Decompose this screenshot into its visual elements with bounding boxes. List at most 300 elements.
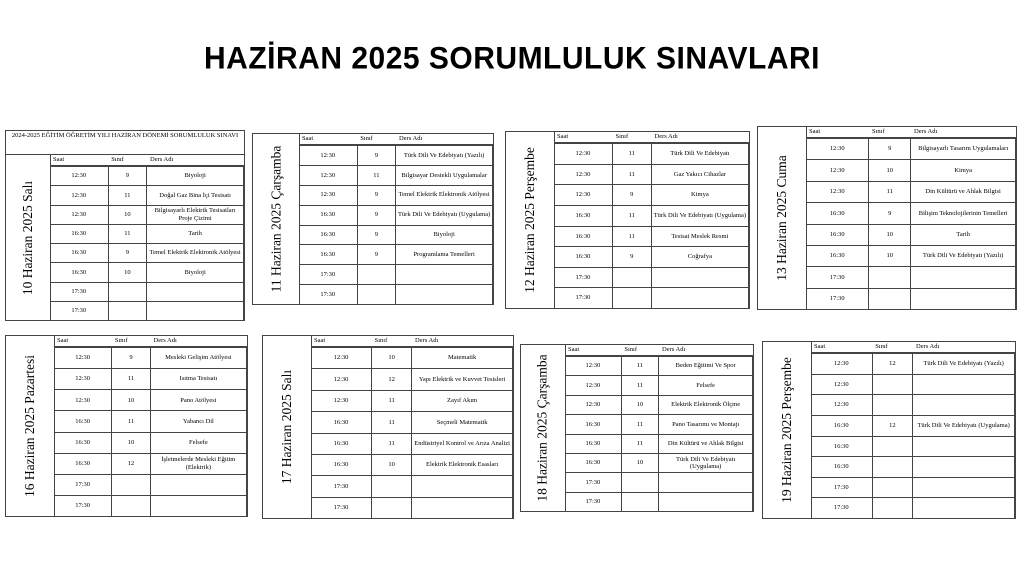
cell-time: 17:30 [565,492,621,511]
cell-time: 16:30 [50,244,108,263]
table-row [565,492,753,511]
cell-class: 12 [872,354,913,375]
cell-course: Pano Tasarımı ve Montajı [659,415,753,434]
day-label-text: 11 Haziran 2025 Çarşamba [268,145,284,293]
table-row [54,453,247,474]
table-row [811,498,1015,519]
day-label-text: 12 Haziran 2025 Perşembe [522,147,537,293]
cell-class [108,301,147,320]
table-row [311,412,513,433]
cell-class: 9 [612,247,651,268]
exam-table [806,138,1016,310]
cell-course: Türk Dili Ve Edebiyatı (Uygulama) [659,453,753,472]
cell-class [621,492,659,511]
table-row [299,165,493,185]
cell-class: 11 [371,390,411,411]
cell-course: Türk Dili Ve Edebiyatı (Uygulama) [396,205,493,225]
cell-course: Gaz Yakıcı Cihazlar [651,164,748,185]
cell-time: 16:30 [50,263,108,282]
table-row [311,348,513,369]
cell-class: 11 [108,224,147,243]
cell-time: 17:30 [811,477,872,498]
cell-class: 9 [357,205,396,225]
day-label [521,345,566,511]
table-row [50,186,244,205]
cell-course: Türk Dili Ve Edebiyatı (Uygulama) [651,205,748,226]
cell-course: Kimya [651,185,748,206]
cell-class: 10 [112,390,151,411]
cell-time: 17:30 [54,495,112,516]
cell-course [913,374,1015,395]
cell-course: Türk Dili Ve Edebiyatı [651,144,748,165]
day-label-text: 16 Haziran 2025 Pazartesi [22,354,38,498]
cell-course: Temel Elektrik Elektronik Atölyesi [147,244,244,263]
cell-time: 12:30 [806,181,869,202]
cell-course: Biyoloji [396,225,493,245]
header-sinif: Sınıf [875,343,888,350]
exam-table [54,347,247,517]
table-row [299,285,493,305]
cell-time: 16:30 [50,224,108,243]
table-row [806,267,1016,288]
cell-course: Din Kültürü ve Ahlak Bilgisi [911,181,1016,202]
cell-time: 12:30 [311,369,371,390]
day-label [263,336,312,518]
cell-class: 11 [612,226,651,247]
cell-class: 9 [112,348,151,369]
cell-time: 16:30 [811,415,872,436]
cell-time: 16:30 [554,247,612,268]
table-row [565,376,753,395]
day-label-text: 18 Haziran 2025 Çarşamba [535,354,551,502]
cell-time: 17:30 [565,473,621,492]
cell-class: 9 [108,244,147,263]
cell-course [913,498,1015,519]
cell-time: 12:30 [806,139,869,160]
cell-class: 11 [612,205,651,226]
cell-course [913,457,1015,478]
cell-class: 10 [371,454,411,475]
cell-class [108,282,147,301]
table-row [311,497,513,518]
cell-course: Kimya [911,160,1016,181]
cell-class [357,285,396,305]
day-label-text: 19 Haziran 2025 Perşembe [779,357,794,503]
table-row [811,477,1015,498]
header-sinif: Sınıf [624,346,638,353]
cell-class [872,436,913,457]
cell-course [911,288,1016,309]
cell-time: 12:30 [299,185,357,205]
header-saat: Saat [302,135,314,142]
cell-class [872,477,913,498]
header-sinif: Sınıf [111,156,124,163]
cell-time: 16:30 [811,436,872,457]
cell-class [872,457,913,478]
cell-course: Bilgisayarlı Tasarım Uygulamaları [911,139,1016,160]
cell-course: Doğal Gaz Bina İçi Tesisatı [147,186,244,205]
cell-class: 11 [621,434,659,453]
cell-course: Türk Dili Ve Edebiyatı (Yazılı) [911,245,1016,266]
header-ders: Ders Adı [654,133,678,140]
table-row [811,436,1015,457]
table-row [50,282,244,301]
cell-class [872,374,913,395]
day-block [757,126,1017,310]
header-ders: Ders Adı [916,343,940,350]
table-row [565,357,753,376]
table-row [554,288,749,309]
cell-course: Yabancı Dil [150,411,246,432]
cell-time: 16:30 [311,412,371,433]
day-block [5,130,245,321]
column-header [811,342,1015,353]
table-row [554,247,749,268]
cell-class: 12 [872,415,913,436]
cell-course [412,497,513,518]
table-row [811,354,1015,375]
cell-class [621,473,659,492]
cell-class: 9 [357,245,396,265]
column-header [806,127,1016,138]
cell-time: 16:30 [806,245,869,266]
table-row [806,203,1016,224]
cell-course: Programlama Temelleri [396,245,493,265]
cell-class: 12 [371,369,411,390]
table-row [554,185,749,206]
cell-time: 16:30 [806,203,869,224]
cell-time: 17:30 [806,288,869,309]
cell-time: 17:30 [806,267,869,288]
cell-time: 12:30 [554,164,612,185]
cell-time: 12:30 [50,186,108,205]
header-ders: Ders Adı [662,346,686,353]
cell-course: Bilişim Teknolojilerinin Temelleri [911,203,1016,224]
header-ders: Ders Adı [914,128,938,135]
table-row [299,245,493,265]
cell-course: Türk Dili Ve Edebiyatı (Yazılı) [396,146,493,166]
header-ders: Ders Adı [153,337,177,344]
cell-class: 11 [112,369,151,390]
table-row [311,369,513,390]
cell-time: 16:30 [54,432,112,453]
table-row [565,453,753,472]
cell-time: 17:30 [311,476,371,497]
table-row [811,457,1015,478]
table-row [299,205,493,225]
cell-class [872,498,913,519]
cell-course: Isıtma Tesisatı [150,369,246,390]
cell-class: 11 [357,165,396,185]
table-row [54,495,247,516]
cell-course: Felsefe [659,376,753,395]
cell-time: 12:30 [299,146,357,166]
cell-course: Tarih [911,224,1016,245]
cell-time: 16:30 [554,205,612,226]
table-row [311,454,513,475]
table-row [299,185,493,205]
table-row [565,434,753,453]
form-title: 2024-2025 EĞİTİM ÖĞRETİM YILI HAZİRAN DÖNEMİ SORUMLULUK SINAVI [6,131,244,155]
table-row [806,160,1016,181]
cell-time: 16:30 [54,453,112,474]
cell-time: 17:30 [311,497,371,518]
table-row [806,181,1016,202]
cell-course: Coğrafya [651,247,748,268]
day-block [5,335,248,517]
header-saat: Saat [557,133,569,140]
table-row [50,263,244,282]
cell-time: 17:30 [299,265,357,285]
table-row [806,139,1016,160]
table-row [806,224,1016,245]
cell-class: 10 [108,263,147,282]
cell-time: 16:30 [565,453,621,472]
cell-class: 9 [108,167,147,186]
cell-course [659,492,753,511]
cell-course: Türk Dili Ve Edebiyatı (Yazılı) [913,354,1015,375]
table-row [299,265,493,285]
cell-class [357,265,396,285]
header-sinif: Sınıf [114,337,128,344]
cell-time: 12:30 [54,348,112,369]
table-row [54,348,247,369]
cell-time: 16:30 [311,433,371,454]
exam-table [554,143,749,309]
column-header [54,336,247,347]
header-sinif: Sınıf [615,133,629,140]
cell-time: 12:30 [50,167,108,186]
cell-class: 11 [371,412,411,433]
cell-class: 11 [869,181,911,202]
table-row [811,395,1015,416]
cell-class: 10 [869,224,911,245]
cell-course [913,395,1015,416]
cell-course [396,285,493,305]
cell-time: 12:30 [50,205,108,224]
cell-time: 12:30 [806,160,869,181]
cell-course: Seçmeli Matematik [412,412,513,433]
table-row [554,164,749,185]
cell-time: 12:30 [565,395,621,414]
cell-course [396,265,493,285]
table-row [565,395,753,414]
exam-table [50,166,244,321]
cell-course [911,267,1016,288]
table-row [311,433,513,454]
table-row [54,432,247,453]
header-saat: Saat [814,343,826,350]
cell-class: 9 [357,185,396,205]
cell-time: 12:30 [54,390,112,411]
cell-time: 12:30 [554,185,612,206]
cell-course [147,301,244,320]
cell-class [612,267,651,288]
cell-class: 10 [869,245,911,266]
day-block [762,341,1016,519]
cell-class: 9 [612,185,651,206]
exam-table [311,347,513,519]
cell-class [112,474,151,495]
cell-class [112,495,151,516]
cell-time: 17:30 [50,301,108,320]
cell-time: 17:30 [554,288,612,309]
cell-time: 17:30 [299,285,357,305]
cell-course: Bilgisayarlı Elektrik Tesisatları Proje Çizimi [147,205,244,224]
table-row [554,205,749,226]
cell-time: 16:30 [554,226,612,247]
day-block [505,131,750,309]
header-sinif: Sınıf [872,128,885,135]
cell-class: 9 [357,146,396,166]
cell-course: Endüstriyel Kontrol ve Arıza Analizi [412,433,513,454]
cell-course [150,495,246,516]
column-header [299,134,493,145]
cell-time: 16:30 [54,411,112,432]
cell-class: 10 [371,348,411,369]
cell-class: 10 [108,205,147,224]
day-label [253,134,300,304]
cell-course: Biyoloji [147,263,244,282]
cell-course: Elektrik Elektronik Ölçme [659,395,753,414]
cell-time: 17:30 [811,498,872,519]
cell-course: Beden Eğitimi Ve Spor [659,357,753,376]
cell-course [147,282,244,301]
exam-table [299,145,493,305]
cell-course [651,288,748,309]
cell-time: 12:30 [811,354,872,375]
cell-class: 9 [357,225,396,245]
header-saat: Saat [568,346,580,353]
table-row [811,415,1015,436]
day-label [506,132,555,308]
cell-class [869,288,911,309]
cell-course [651,267,748,288]
cell-course: Temel Elektrik Elektronik Atölyesi [396,185,493,205]
cell-course: Mesleki Gelişim Atölyesi [150,348,246,369]
day-block [252,133,494,305]
table-row [565,415,753,434]
cell-time: 17:30 [554,267,612,288]
header-saat: Saat [57,337,69,344]
cell-course: Matematik [412,348,513,369]
cell-class: 12 [112,453,151,474]
day-label-text: 10 Haziran 2025 Salı [20,180,36,295]
cell-class: 10 [621,453,659,472]
cell-course: Tarih [147,224,244,243]
cell-course: Yapı Elektrik ve Kuvvet Tesisleri [412,369,513,390]
table-row [50,301,244,320]
table-row [54,411,247,432]
cell-course: Elektrik Elektronik Esasları [412,454,513,475]
cell-time: 12:30 [565,357,621,376]
cell-time: 12:30 [54,369,112,390]
cell-class [371,497,411,518]
header-saat: Saat [53,156,65,163]
day-label-text: 17 Haziran 2025 Salı [279,369,295,485]
cell-time: 12:30 [311,390,371,411]
cell-course: Türk Dili Ve Edebiyatı (Uygulama) [913,415,1015,436]
table-row [554,226,749,247]
table-row [311,476,513,497]
cell-time: 16:30 [806,224,869,245]
column-header [565,345,753,356]
cell-time: 12:30 [311,348,371,369]
table-row [299,225,493,245]
cell-course [659,473,753,492]
cell-course: İşletmelerde Mesleki Eğitim (Elektrik) [150,453,246,474]
table-row [806,245,1016,266]
cell-time: 16:30 [299,245,357,265]
cell-course [913,477,1015,498]
table-row [50,205,244,224]
cell-class: 10 [112,432,151,453]
day-block [520,344,754,512]
cell-course [913,436,1015,457]
table-row [806,288,1016,309]
cell-class [612,288,651,309]
cell-course [412,476,513,497]
cell-time: 12:30 [554,144,612,165]
cell-time: 12:30 [565,376,621,395]
column-header [311,336,513,347]
header-ders: Ders Adı [399,135,423,142]
page-title: HAZİRAN 2025 SORUMLULUK SINAVLARI [204,41,820,76]
cell-course: Biyoloji [147,167,244,186]
table-row [54,369,247,390]
table-row [50,224,244,243]
cell-time: 12:30 [299,165,357,185]
cell-time: 16:30 [565,434,621,453]
table-row [50,244,244,263]
exam-table [811,353,1015,519]
cell-class: 11 [621,415,659,434]
header-sinif: Sınıf [374,337,388,344]
cell-class: 10 [869,160,911,181]
day-label [763,342,812,518]
cell-course: Pano Atölyesi [150,390,246,411]
header-ders: Ders Adı [415,337,439,344]
cell-class: 11 [612,144,651,165]
day-label-text: 13 Haziran 2025 Cuma [774,155,789,281]
header-saat: Saat [809,128,821,135]
column-header [50,155,244,166]
cell-time: 17:30 [54,474,112,495]
cell-class: 11 [621,376,659,395]
table-row [311,390,513,411]
table-row [554,267,749,288]
table-row [565,473,753,492]
cell-time: 16:30 [299,225,357,245]
cell-class [872,395,913,416]
cell-class: 9 [869,203,911,224]
cell-class: 11 [371,433,411,454]
table-row [54,474,247,495]
table-row [50,167,244,186]
day-label [6,336,55,516]
day-label [758,127,807,309]
cell-time: 12:30 [811,395,872,416]
cell-time: 16:30 [299,205,357,225]
table-row [299,146,493,166]
cell-time: 16:30 [811,457,872,478]
cell-class [869,267,911,288]
cell-course: Zayıf Akım [412,390,513,411]
table-row [54,390,247,411]
column-header [554,132,749,143]
cell-course [150,474,246,495]
cell-class: 11 [612,164,651,185]
